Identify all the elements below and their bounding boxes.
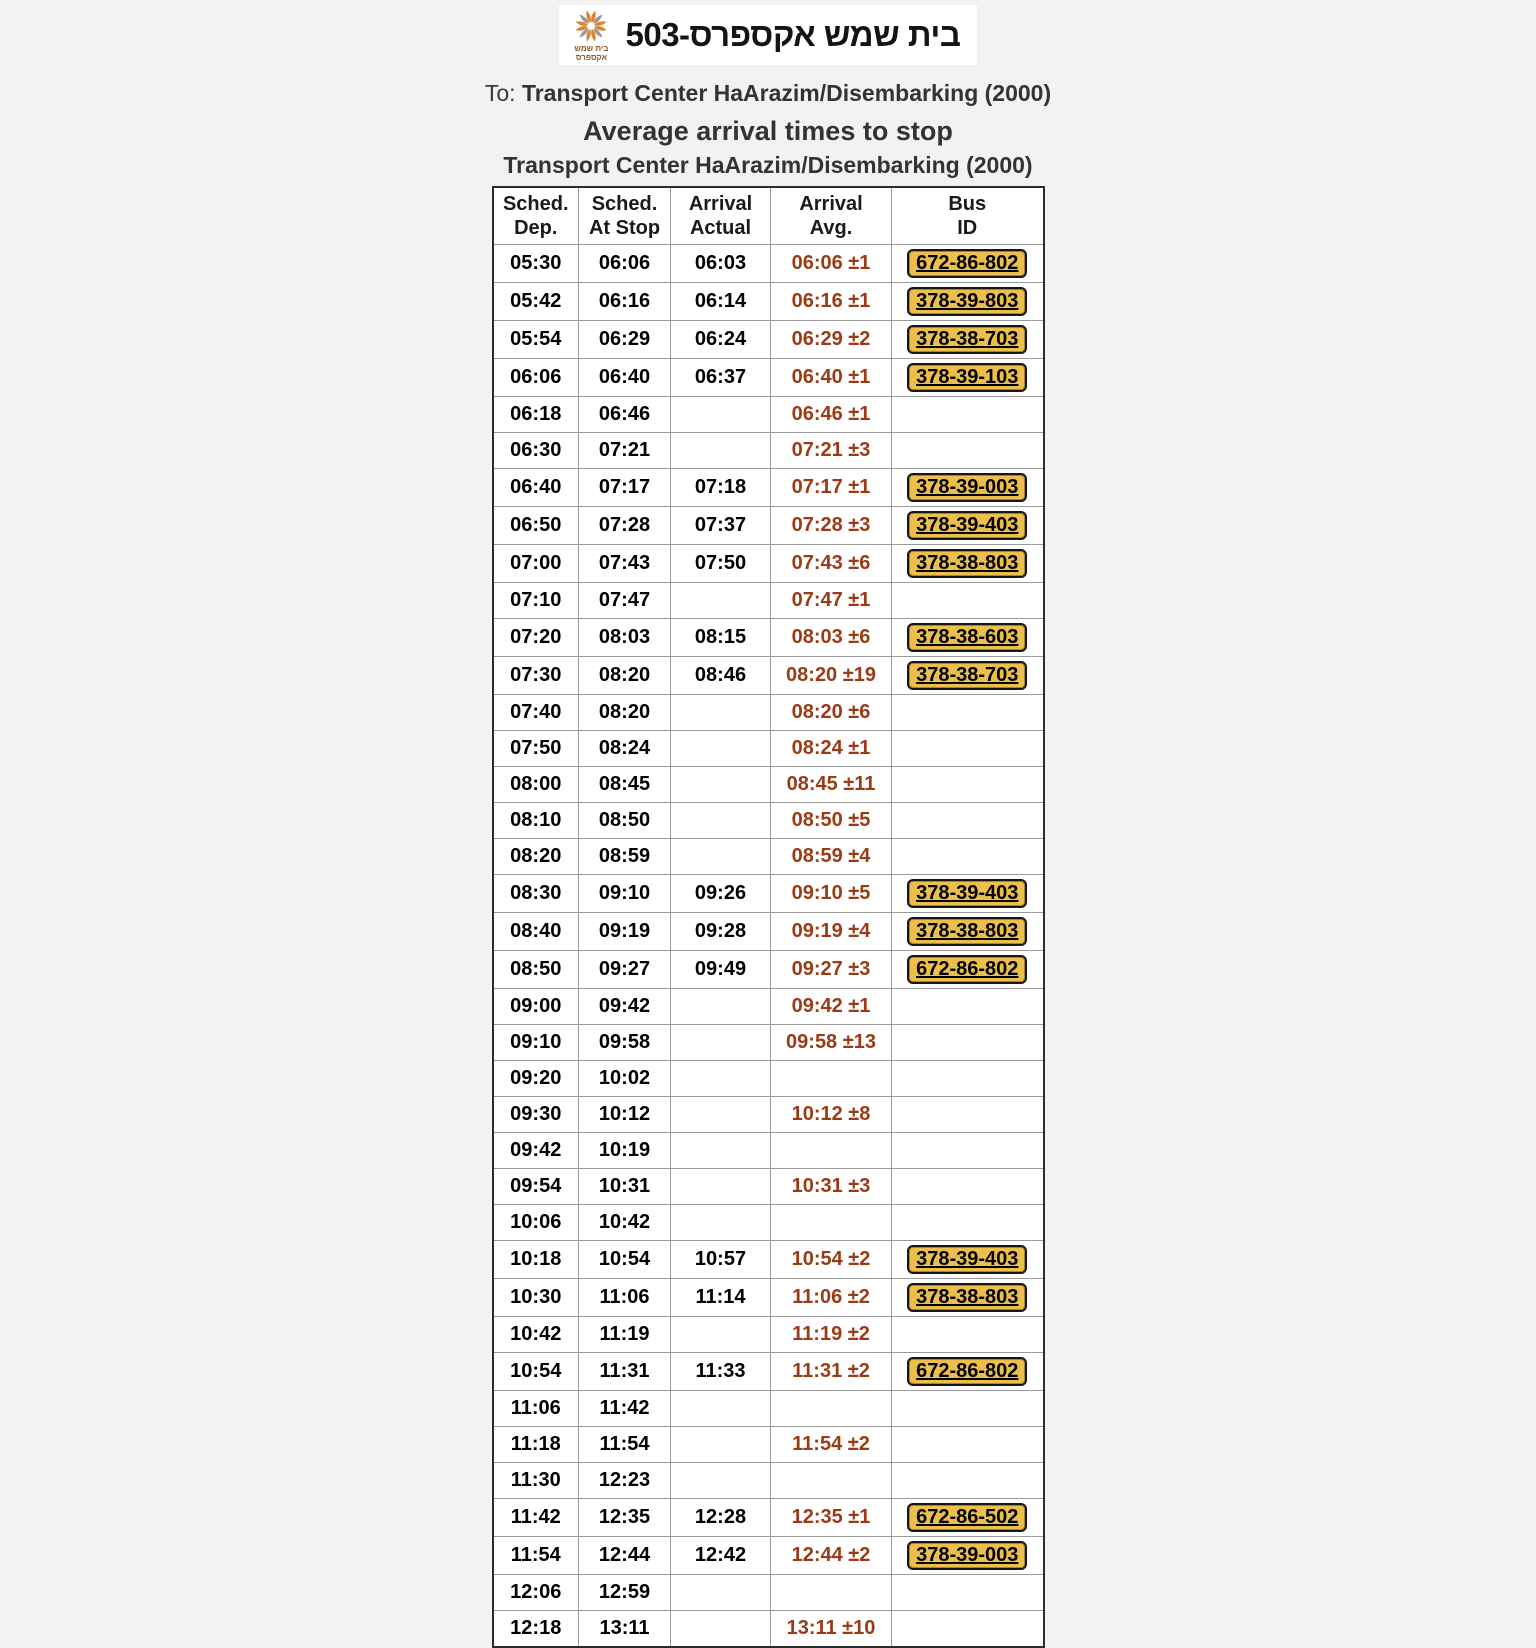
to-label: To: xyxy=(484,80,522,107)
cell-sched-at-stop: 12:23 xyxy=(579,1463,671,1499)
cell-arrival-avg: 09:58 ±13 xyxy=(771,1025,892,1061)
cell-arrival-actual xyxy=(671,1427,771,1463)
cell-arrival-actual: 06:37 xyxy=(671,359,771,397)
table-row xyxy=(493,1061,1044,1097)
cell-arrival-actual xyxy=(671,1133,771,1169)
stop-name: Transport Center HaArazim/Disembarking (2000) xyxy=(503,152,1033,179)
cell-arrival-avg: 08:20 ±19 xyxy=(771,657,892,695)
cell-bus-id xyxy=(892,1575,1044,1611)
cell-arrival-actual xyxy=(671,1169,771,1205)
cell-sched-dep: 06:18 xyxy=(493,397,579,433)
cell-arrival-avg: 11:54 ±2 xyxy=(771,1427,892,1463)
cell-sched-at-stop: 06:06 xyxy=(579,245,671,283)
bus-plate[interactable]: 378-39-403 xyxy=(907,879,1027,908)
cell-bus-id xyxy=(892,507,1044,545)
table-row xyxy=(493,875,1044,913)
cell-sched-at-stop: 09:19 xyxy=(579,913,671,951)
cell-sched-dep: 10:06 xyxy=(493,1205,579,1241)
cell-arrival-actual xyxy=(671,397,771,433)
cell-bus-id xyxy=(892,1611,1044,1648)
cell-sched-dep: 09:00 xyxy=(493,989,579,1025)
bus-plate[interactable]: 378-39-403 xyxy=(907,1245,1027,1274)
cell-sched-at-stop: 08:45 xyxy=(579,767,671,803)
table-row xyxy=(493,1279,1044,1317)
cell-arrival-avg: 06:29 ±2 xyxy=(771,321,892,359)
cell-arrival-avg: 10:12 ±8 xyxy=(771,1097,892,1133)
cell-arrival-avg: 07:21 ±3 xyxy=(771,433,892,469)
header-sched-at-stop: Sched. At Stop xyxy=(579,187,671,245)
cell-sched-at-stop: 06:29 xyxy=(579,321,671,359)
table-row xyxy=(493,283,1044,321)
cell-sched-dep: 08:10 xyxy=(493,803,579,839)
cell-bus-id xyxy=(892,839,1044,875)
cell-bus-id xyxy=(892,1025,1044,1061)
cell-arrival-avg: 06:16 ±1 xyxy=(771,283,892,321)
cell-sched-dep: 11:42 xyxy=(493,1499,579,1537)
header-sched-dep: Sched. Dep. xyxy=(493,187,579,245)
cell-sched-dep: 07:20 xyxy=(493,619,579,657)
table-row xyxy=(493,545,1044,583)
table-row xyxy=(493,397,1044,433)
cell-arrival-avg xyxy=(771,1061,892,1097)
cell-arrival-avg: 11:06 ±2 xyxy=(771,1279,892,1317)
bus-plate[interactable]: 378-39-003 xyxy=(907,473,1027,502)
schedule-tbody xyxy=(493,245,1044,1648)
header-arrival-actual: Arrival Actual xyxy=(671,187,771,245)
cell-sched-at-stop: 12:44 xyxy=(579,1537,671,1575)
cell-bus-id xyxy=(892,433,1044,469)
cell-bus-id xyxy=(892,767,1044,803)
cell-bus-id xyxy=(892,1353,1044,1391)
cell-sched-at-stop: 07:47 xyxy=(579,583,671,619)
cell-sched-dep: 08:20 xyxy=(493,839,579,875)
cell-arrival-avg: 08:50 ±5 xyxy=(771,803,892,839)
table-row xyxy=(493,1537,1044,1575)
cell-bus-id xyxy=(892,913,1044,951)
cell-arrival-actual: 08:15 xyxy=(671,619,771,657)
cell-arrival-actual: 06:03 xyxy=(671,245,771,283)
cell-sched-at-stop: 13:11 xyxy=(579,1611,671,1648)
cell-arrival-avg xyxy=(771,1391,892,1427)
cell-arrival-actual: 09:49 xyxy=(671,951,771,989)
table-row xyxy=(493,695,1044,731)
cell-arrival-avg: 11:31 ±2 xyxy=(771,1353,892,1391)
page-subtitle: Average arrival times to stop xyxy=(583,116,953,147)
cell-sched-dep: 07:40 xyxy=(493,695,579,731)
table-row xyxy=(493,1241,1044,1279)
cell-sched-dep: 06:40 xyxy=(493,469,579,507)
table-row xyxy=(493,1391,1044,1427)
cell-bus-id xyxy=(892,803,1044,839)
cell-sched-dep: 11:18 xyxy=(493,1427,579,1463)
cell-sched-dep: 08:00 xyxy=(493,767,579,803)
cell-sched-dep: 10:42 xyxy=(493,1317,579,1353)
cell-bus-id xyxy=(892,1241,1044,1279)
cell-sched-at-stop: 10:31 xyxy=(579,1169,671,1205)
cell-arrival-avg: 06:46 ±1 xyxy=(771,397,892,433)
cell-sched-at-stop: 09:42 xyxy=(579,989,671,1025)
cell-arrival-actual xyxy=(671,839,771,875)
header-arrival-avg: Arrival Avg. xyxy=(771,187,892,245)
cell-sched-dep: 09:10 xyxy=(493,1025,579,1061)
bus-plate[interactable]: 378-39-003 xyxy=(907,1541,1027,1570)
cell-sched-dep: 06:50 xyxy=(493,507,579,545)
cell-sched-at-stop: 08:24 xyxy=(579,731,671,767)
cell-arrival-actual xyxy=(671,1575,771,1611)
table-row xyxy=(493,433,1044,469)
cell-sched-at-stop: 11:54 xyxy=(579,1427,671,1463)
cell-arrival-avg: 09:27 ±3 xyxy=(771,951,892,989)
cell-sched-dep: 11:30 xyxy=(493,1463,579,1499)
table-row xyxy=(493,245,1044,283)
cell-arrival-actual: 07:50 xyxy=(671,545,771,583)
cell-bus-id xyxy=(892,875,1044,913)
cell-sched-at-stop: 11:19 xyxy=(579,1317,671,1353)
cell-arrival-avg: 09:19 ±4 xyxy=(771,913,892,951)
cell-sched-dep: 10:18 xyxy=(493,1241,579,1279)
cell-bus-id xyxy=(892,1499,1044,1537)
cell-arrival-actual xyxy=(671,1317,771,1353)
cell-arrival-avg xyxy=(771,1463,892,1499)
table-row xyxy=(493,1427,1044,1463)
cell-sched-at-stop: 08:20 xyxy=(579,657,671,695)
cell-bus-id xyxy=(892,1061,1044,1097)
cell-arrival-avg: 06:40 ±1 xyxy=(771,359,892,397)
cell-bus-id xyxy=(892,321,1044,359)
cell-sched-at-stop: 07:21 xyxy=(579,433,671,469)
cell-arrival-actual: 06:14 xyxy=(671,283,771,321)
cell-bus-id xyxy=(892,1537,1044,1575)
cell-sched-dep: 10:54 xyxy=(493,1353,579,1391)
cell-sched-at-stop: 07:17 xyxy=(579,469,671,507)
bus-plate[interactable]: 378-39-103 xyxy=(907,363,1027,392)
cell-arrival-avg xyxy=(771,1575,892,1611)
cell-arrival-avg: 12:35 ±1 xyxy=(771,1499,892,1537)
cell-bus-id xyxy=(892,1427,1044,1463)
beit-shemesh-express-logo xyxy=(567,8,615,62)
cell-sched-dep: 08:50 xyxy=(493,951,579,989)
bus-plate[interactable]: 378-38-803 xyxy=(907,1283,1027,1312)
table-row xyxy=(493,1205,1044,1241)
cell-bus-id xyxy=(892,1317,1044,1353)
bus-plate[interactable]: 378-39-403 xyxy=(907,511,1027,540)
logo-caption: בית שמש אקספרס xyxy=(574,44,609,63)
cell-sched-dep: 11:54 xyxy=(493,1537,579,1575)
cell-bus-id xyxy=(892,731,1044,767)
cell-bus-id xyxy=(892,951,1044,989)
cell-bus-id xyxy=(892,657,1044,695)
cell-sched-dep: 08:40 xyxy=(493,913,579,951)
cell-arrival-actual xyxy=(671,583,771,619)
cell-sched-at-stop: 09:10 xyxy=(579,875,671,913)
table-row xyxy=(493,469,1044,507)
cell-sched-at-stop: 07:43 xyxy=(579,545,671,583)
cell-sched-at-stop: 09:58 xyxy=(579,1025,671,1061)
bus-plate[interactable]: 672-86-802 xyxy=(907,249,1027,278)
cell-arrival-avg: 07:43 ±6 xyxy=(771,545,892,583)
cell-bus-id xyxy=(892,989,1044,1025)
cell-arrival-avg: 08:24 ±1 xyxy=(771,731,892,767)
table-row xyxy=(493,1097,1044,1133)
cell-sched-dep: 08:30 xyxy=(493,875,579,913)
cell-arrival-avg: 08:59 ±4 xyxy=(771,839,892,875)
cell-arrival-actual xyxy=(671,731,771,767)
table-row xyxy=(493,359,1044,397)
cell-bus-id xyxy=(892,283,1044,321)
cell-sched-at-stop: 12:35 xyxy=(579,1499,671,1537)
cell-sched-dep: 05:42 xyxy=(493,283,579,321)
cell-arrival-actual xyxy=(671,1463,771,1499)
cell-arrival-actual xyxy=(671,1205,771,1241)
cell-sched-at-stop: 10:42 xyxy=(579,1205,671,1241)
cell-sched-at-stop: 07:28 xyxy=(579,507,671,545)
cell-sched-at-stop: 10:19 xyxy=(579,1133,671,1169)
cell-arrival-actual xyxy=(671,1391,771,1427)
pinwheel-icon xyxy=(573,8,609,44)
table-row xyxy=(493,1575,1044,1611)
cell-sched-dep: 12:06 xyxy=(493,1575,579,1611)
table-row xyxy=(493,767,1044,803)
bus-plate[interactable]: 378-38-603 xyxy=(907,623,1027,652)
table-row xyxy=(493,1463,1044,1499)
cell-sched-dep: 07:30 xyxy=(493,657,579,695)
route-title: בית שמש אקספרס-503 xyxy=(625,16,961,54)
cell-arrival-actual: 11:14 xyxy=(671,1279,771,1317)
bus-plate[interactable]: 378-39-803 xyxy=(907,287,1027,316)
cell-bus-id xyxy=(892,619,1044,657)
cell-arrival-avg: 08:20 ±6 xyxy=(771,695,892,731)
cell-arrival-actual xyxy=(671,767,771,803)
cell-bus-id xyxy=(892,1391,1044,1427)
arrival-times-table xyxy=(492,186,1045,1648)
cell-sched-at-stop: 08:03 xyxy=(579,619,671,657)
cell-bus-id xyxy=(892,1279,1044,1317)
table-row xyxy=(493,1133,1044,1169)
cell-arrival-actual: 08:46 xyxy=(671,657,771,695)
table-row xyxy=(493,1169,1044,1205)
cell-arrival-actual xyxy=(671,803,771,839)
cell-arrival-actual xyxy=(671,1097,771,1133)
table-row xyxy=(493,989,1044,1025)
cell-arrival-actual: 10:57 xyxy=(671,1241,771,1279)
cell-arrival-avg: 10:54 ±2 xyxy=(771,1241,892,1279)
table-row xyxy=(493,1499,1044,1537)
table-row xyxy=(493,731,1044,767)
cell-arrival-avg: 09:10 ±5 xyxy=(771,875,892,913)
cell-sched-at-stop: 06:40 xyxy=(579,359,671,397)
cell-sched-dep: 07:50 xyxy=(493,731,579,767)
cell-arrival-actual xyxy=(671,433,771,469)
route-banner xyxy=(559,5,976,65)
cell-sched-dep: 11:06 xyxy=(493,1391,579,1427)
table-row xyxy=(493,321,1044,359)
bus-plate[interactable]: 378-38-803 xyxy=(907,549,1027,578)
cell-arrival-actual: 07:18 xyxy=(671,469,771,507)
cell-bus-id xyxy=(892,545,1044,583)
cell-sched-dep: 07:00 xyxy=(493,545,579,583)
bus-plate[interactable]: 672-86-802 xyxy=(907,955,1027,984)
cell-arrival-actual: 09:26 xyxy=(671,875,771,913)
cell-sched-at-stop: 11:42 xyxy=(579,1391,671,1427)
cell-arrival-actual xyxy=(671,989,771,1025)
cell-sched-dep: 07:10 xyxy=(493,583,579,619)
table-row xyxy=(493,1611,1044,1648)
cell-sched-at-stop: 10:02 xyxy=(579,1061,671,1097)
cell-bus-id xyxy=(892,1463,1044,1499)
cell-sched-dep: 09:54 xyxy=(493,1169,579,1205)
table-row xyxy=(493,1317,1044,1353)
cell-arrival-avg: 11:19 ±2 xyxy=(771,1317,892,1353)
cell-bus-id xyxy=(892,397,1044,433)
table-row xyxy=(493,951,1044,989)
cell-arrival-avg: 10:31 ±3 xyxy=(771,1169,892,1205)
cell-bus-id xyxy=(892,359,1044,397)
cell-bus-id xyxy=(892,1097,1044,1133)
bus-plate[interactable]: 378-38-703 xyxy=(907,661,1027,690)
cell-arrival-actual xyxy=(671,1061,771,1097)
cell-sched-at-stop: 12:59 xyxy=(579,1575,671,1611)
cell-bus-id xyxy=(892,1133,1044,1169)
cell-bus-id xyxy=(892,245,1044,283)
cell-arrival-actual xyxy=(671,1611,771,1648)
cell-arrival-avg xyxy=(771,1205,892,1241)
cell-arrival-avg: 08:03 ±6 xyxy=(771,619,892,657)
cell-sched-at-stop: 08:50 xyxy=(579,803,671,839)
cell-arrival-avg: 07:17 ±1 xyxy=(771,469,892,507)
cell-arrival-actual xyxy=(671,1025,771,1061)
cell-arrival-avg xyxy=(771,1133,892,1169)
cell-sched-dep: 05:54 xyxy=(493,321,579,359)
table-row xyxy=(493,839,1044,875)
bus-plate[interactable]: 672-86-802 xyxy=(907,1357,1027,1386)
bus-plate[interactable]: 378-38-703 xyxy=(907,325,1027,354)
cell-arrival-avg: 07:47 ±1 xyxy=(771,583,892,619)
cell-sched-at-stop: 06:46 xyxy=(579,397,671,433)
cell-sched-at-stop: 08:20 xyxy=(579,695,671,731)
cell-sched-dep: 10:30 xyxy=(493,1279,579,1317)
cell-arrival-actual: 09:28 xyxy=(671,913,771,951)
cell-arrival-avg: 08:45 ±11 xyxy=(771,767,892,803)
cell-arrival-actual: 12:28 xyxy=(671,1499,771,1537)
cell-bus-id xyxy=(892,695,1044,731)
cell-arrival-avg: 13:11 ±10 xyxy=(771,1611,892,1648)
table-row xyxy=(493,803,1044,839)
cell-sched-at-stop: 09:27 xyxy=(579,951,671,989)
cell-bus-id xyxy=(892,469,1044,507)
cell-sched-dep: 09:20 xyxy=(493,1061,579,1097)
cell-arrival-avg: 12:44 ±2 xyxy=(771,1537,892,1575)
cell-arrival-actual: 06:24 xyxy=(671,321,771,359)
destination-name: Transport Center HaArazim/Disembarking (2000) xyxy=(521,80,1052,107)
cell-sched-dep: 05:30 xyxy=(493,245,579,283)
cell-arrival-actual: 12:42 xyxy=(671,1537,771,1575)
cell-sched-at-stop: 11:31 xyxy=(579,1353,671,1391)
cell-arrival-avg: 07:28 ±3 xyxy=(771,507,892,545)
cell-sched-at-stop: 10:54 xyxy=(579,1241,671,1279)
bus-plate[interactable]: 672-86-502 xyxy=(907,1503,1027,1532)
cell-sched-dep: 12:18 xyxy=(493,1611,579,1648)
cell-bus-id xyxy=(892,583,1044,619)
cell-sched-dep: 09:30 xyxy=(493,1097,579,1133)
table-row xyxy=(493,583,1044,619)
cell-sched-dep: 06:30 xyxy=(493,433,579,469)
bus-plate[interactable]: 378-38-803 xyxy=(907,917,1027,946)
cell-arrival-actual: 11:33 xyxy=(671,1353,771,1391)
cell-sched-at-stop: 10:12 xyxy=(579,1097,671,1133)
destination-line xyxy=(0,80,1536,107)
cell-arrival-avg: 09:42 ±1 xyxy=(771,989,892,1025)
cell-arrival-actual xyxy=(671,695,771,731)
cell-arrival-avg: 06:06 ±1 xyxy=(771,245,892,283)
cell-sched-dep: 06:06 xyxy=(493,359,579,397)
table-header xyxy=(493,187,1044,245)
table-row xyxy=(493,657,1044,695)
cell-sched-at-stop: 08:59 xyxy=(579,839,671,875)
cell-sched-dep: 09:42 xyxy=(493,1133,579,1169)
header-bus-id: Bus ID xyxy=(892,187,1044,245)
table-row xyxy=(493,1025,1044,1061)
table-row xyxy=(493,507,1044,545)
table-row xyxy=(493,1353,1044,1391)
cell-sched-at-stop: 11:06 xyxy=(579,1279,671,1317)
cell-bus-id xyxy=(892,1205,1044,1241)
cell-arrival-actual: 07:37 xyxy=(671,507,771,545)
cell-bus-id xyxy=(892,1169,1044,1205)
cell-sched-at-stop: 06:16 xyxy=(579,283,671,321)
table-row xyxy=(493,913,1044,951)
table-row xyxy=(493,619,1044,657)
